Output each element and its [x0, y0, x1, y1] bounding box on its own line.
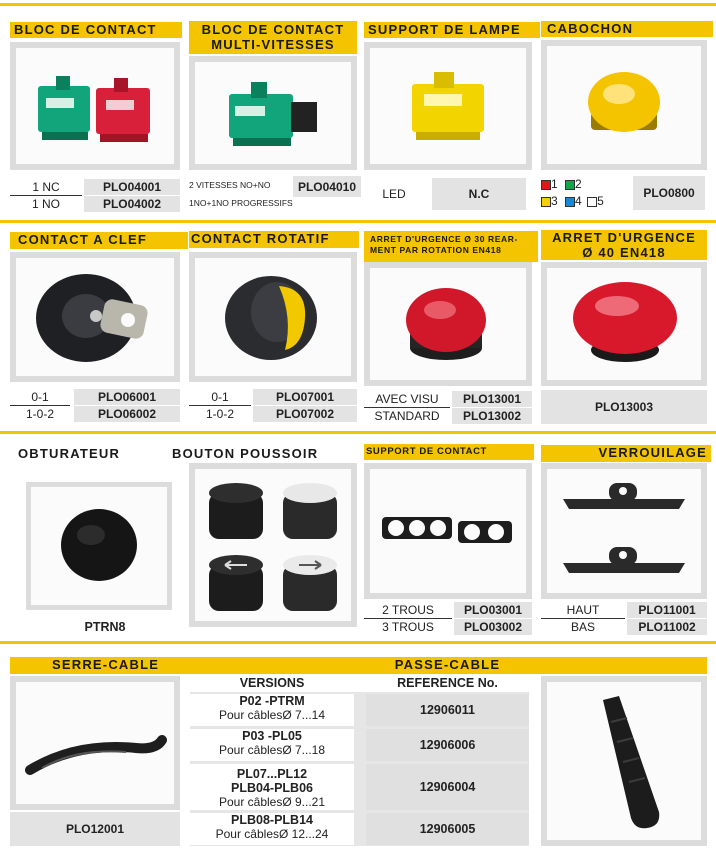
variant-label: 1 NC	[32, 180, 60, 194]
product-image-serre-cable	[10, 676, 180, 810]
version-desc: Pour câblesØ 7...14	[218, 708, 326, 722]
section-title-bloc-contact: BLOC DE CONTACT	[10, 22, 182, 38]
product-code: PLO07002	[253, 406, 357, 422]
column-header-versions: VERSIONS	[239, 676, 305, 690]
product-code: PLO11002	[627, 619, 707, 635]
color-swatch	[541, 180, 551, 190]
version-name: PLB08-PLB14	[231, 813, 313, 827]
section-title-contact-clef: CONTACT A CLEF	[10, 232, 188, 249]
variant-label: STANDARD	[374, 409, 440, 423]
section-title-verrouilage: VERROUILAGE	[541, 445, 711, 462]
product-code: PLO11001	[627, 602, 707, 618]
title-line: ARRET D'URGENCE	[552, 230, 696, 245]
product-code: PLO13002	[452, 408, 532, 424]
color-row	[541, 193, 633, 210]
table-row	[190, 694, 354, 726]
product-code: PLO06002	[74, 406, 180, 422]
color-number: 4	[575, 194, 582, 208]
color-swatch	[541, 197, 551, 207]
color-row	[541, 176, 633, 193]
section-title-passe-cable: PASSE-CABLE	[188, 657, 707, 674]
product-code: PLO13001	[452, 391, 532, 407]
product-code: PLO04001	[84, 179, 180, 195]
title-line: ARRET D'URGENCE Ø 30 REAR-	[370, 234, 518, 244]
product-code: PTRN8	[84, 620, 126, 634]
lens-cap-illustration	[547, 46, 701, 164]
variant-label: BAS	[570, 620, 595, 634]
product-image-bloc-contact	[10, 42, 180, 170]
title-line: MULTI-VITESSES	[211, 37, 335, 52]
section-title-obturateur: OBTURATEUR	[18, 446, 121, 461]
product-image-contact-clef	[10, 252, 180, 382]
title-line: BLOC DE CONTACT	[201, 22, 345, 37]
product-image-verrouilage	[541, 463, 707, 599]
version-name: PLB04-PLB06	[231, 781, 313, 795]
contact-block-illustration	[195, 62, 351, 164]
color-swatch	[587, 197, 597, 207]
rotary-switch-illustration	[195, 258, 351, 376]
product-code: N.C	[432, 178, 526, 210]
section-title-arret-30	[364, 231, 538, 262]
version-name: PL07...PL12	[236, 767, 308, 781]
blanking-plug-illustration	[31, 487, 167, 605]
contact-holder-illustration	[370, 469, 526, 593]
variant-label: 1-0-2	[205, 407, 234, 421]
key-switch-illustration	[16, 258, 174, 376]
separator-band	[0, 3, 716, 6]
variant-label: AVEC VISU	[375, 392, 439, 406]
reference-number: 12906005	[366, 813, 529, 845]
cable-clamp-illustration	[16, 682, 174, 804]
product-code: PLO04002	[84, 196, 180, 212]
product-image-support-contact	[364, 463, 532, 599]
product-code: PLO03001	[454, 602, 532, 618]
color-number: 3	[551, 194, 558, 208]
title-line: Ø 40 EN418	[582, 245, 666, 260]
section-title-bloc-multi	[189, 21, 357, 54]
product-image-support-lampe	[364, 42, 532, 170]
product-image-arret-40	[541, 262, 707, 386]
product-image-cabochon	[541, 40, 707, 170]
separator-band	[0, 220, 716, 223]
product-image-bloc-multi	[189, 56, 357, 170]
reference-number: 12906011	[366, 694, 529, 726]
version-desc: Pour câblesØ 12...24	[215, 827, 329, 841]
emergency-stop-illustration	[547, 268, 701, 380]
column-header-reference: REFERENCE No.	[397, 676, 498, 690]
variant-label: 1NO+1NO PROGRESSIFS	[189, 198, 293, 208]
product-code: PLO13003	[541, 390, 707, 424]
variant-label: LED	[382, 187, 406, 201]
table-row	[190, 764, 354, 810]
variant-label: 1-0-2	[25, 407, 54, 421]
product-code: PLO06001	[74, 389, 180, 405]
separator-band	[0, 641, 716, 644]
reference-number: 12906004	[366, 764, 529, 810]
lock-clip-illustration	[547, 469, 701, 593]
emergency-stop-illustration	[370, 268, 526, 380]
version-name: P03 -PL05	[242, 729, 302, 743]
color-number: 2	[575, 177, 582, 191]
color-number: 5	[597, 194, 604, 208]
reference-number: 12906006	[366, 729, 529, 761]
lamp-support-illustration	[370, 48, 526, 164]
color-options	[541, 176, 633, 210]
product-image-bouton	[189, 463, 357, 627]
product-image-obturateur	[26, 482, 172, 610]
variant-label: 3 TROUS	[382, 620, 434, 634]
version-name: P02 -PTRM	[239, 694, 305, 708]
title-line: MENT PAR ROTATION EN418	[370, 245, 502, 255]
product-image-arret-30	[364, 262, 532, 386]
section-title-serre-cable: SERRE-CABLE	[10, 657, 222, 674]
product-code: PLO03002	[454, 619, 532, 635]
version-desc: Pour câblesØ 7...18	[218, 743, 326, 757]
version-desc: Pour câblesØ 9...21	[218, 795, 326, 809]
section-title-bouton: BOUTON POUSSOIR	[172, 446, 319, 461]
color-swatch	[565, 197, 575, 207]
contact-block-illustration	[16, 48, 174, 164]
variant-label: HAUT	[566, 603, 600, 617]
table-row	[190, 813, 354, 845]
variant-label: 2 VITESSES NO+NO	[189, 180, 271, 190]
product-code: PLO0800	[633, 176, 705, 210]
product-code: PLO04010	[293, 176, 361, 197]
separator-band	[0, 431, 716, 434]
variant-label: 0-1	[211, 390, 229, 404]
product-code: PLO12001	[10, 812, 180, 846]
color-number: 1	[551, 177, 558, 191]
cable-gland-illustration	[547, 682, 701, 840]
table-row	[190, 729, 354, 761]
pushbutton-illustration	[195, 469, 351, 621]
section-title-contact-rotatif: CONTACT ROTATIF	[189, 231, 359, 248]
section-title-cabochon: CABOCHON	[541, 21, 713, 37]
product-image-contact-rotatif	[189, 252, 357, 382]
color-swatch	[565, 180, 575, 190]
variant-label: 0-1	[31, 390, 49, 404]
product-image-passe-cable	[541, 676, 707, 846]
variant-label: 1 NO	[31, 197, 60, 211]
variant-label: 2 TROUS	[382, 603, 434, 617]
section-title-support-lampe: SUPPORT DE LAMPE	[364, 22, 540, 38]
section-title-arret-40	[541, 230, 707, 260]
product-code: PLO07001	[253, 389, 357, 405]
section-title-support-contact: SUPPORT DE CONTACT	[364, 444, 534, 460]
